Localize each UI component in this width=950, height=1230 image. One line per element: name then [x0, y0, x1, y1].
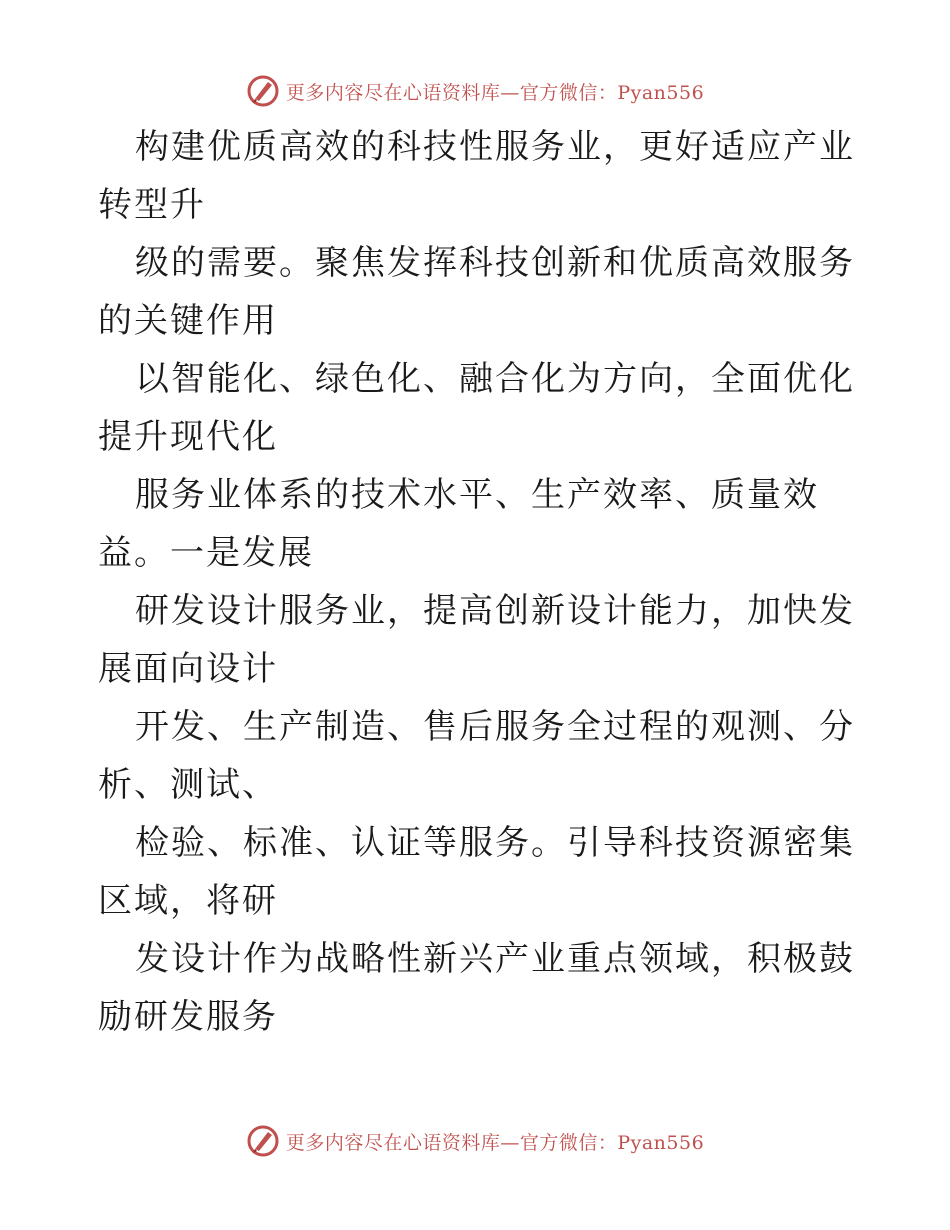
- paragraph-2: 级的需要。聚焦发挥科技创新和优质高效服务的关键作用: [98, 243, 855, 341]
- paragraph-8: 发设计作为战略性新兴产业重点领域，积极鼓励研发服务: [98, 939, 855, 1037]
- header-watermark: [0, 71, 950, 111]
- paragraph-4: 服务业体系的技术水平、生产效率、质量效益。一是发展: [98, 475, 819, 573]
- quill-pen-logo-icon: [246, 1124, 280, 1158]
- paragraph-6: 开发、生产制造、售后服务全过程的观测、分析、测试、: [98, 707, 855, 805]
- paragraph-7: 检验、标准、认证等服务。引导科技资源密集区域，将研: [98, 823, 855, 921]
- paragraph-1: 构建优质高效的科技性服务业，更好适应产业转型升: [98, 127, 855, 225]
- paragraph-3: 以智能化、绿色化、融合化为方向，全面优化提升现代化: [98, 359, 855, 457]
- quill-pen-logo-icon: [246, 74, 280, 108]
- watermark-text: 更多内容尽在心语资料库—官方微信：Pyan556: [285, 81, 705, 104]
- watermark-text: 更多内容尽在心语资料库—官方微信：Pyan556: [285, 1131, 705, 1154]
- document-body: [98, 118, 878, 1046]
- paragraph-5: 研发设计服务业，提高创新设计能力，加快发展面向设计: [98, 591, 855, 689]
- footer-watermark: [0, 1121, 950, 1161]
